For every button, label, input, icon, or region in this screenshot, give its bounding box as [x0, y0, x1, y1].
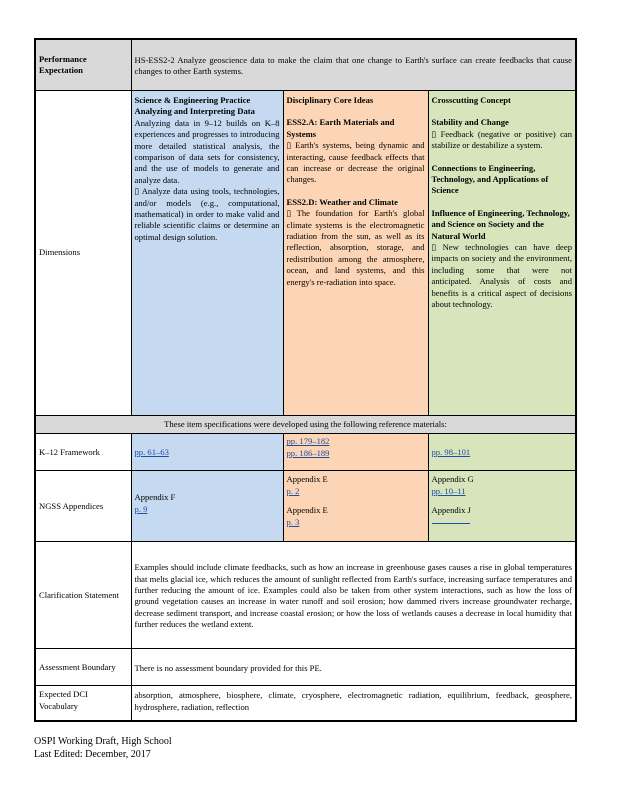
vocabulary-label: Expected DCI Vocabulary	[35, 686, 131, 722]
sep-heading: Science & Engineering Practice	[134, 95, 251, 105]
disciplinary-core-idea-cell	[283, 91, 428, 416]
ccc-bullet3: ▯ New technologies can have deep impacts on society and the environment, including some that were not anticipated. Analysis of costs and benefits is a critical aspect of decisions about technology.	[431, 242, 572, 310]
appendices-label: NGSS Appendices	[35, 471, 131, 542]
appendices-sep-page[interactable]: p. 9	[134, 503, 148, 514]
appendices-sep-name: Appendix F	[134, 492, 176, 503]
appendices-dci-page-2[interactable]: p. 3	[286, 516, 300, 527]
vocabulary-text: absorption, atmosphere, biosphere, climate, cryosphere, electromagnetic radiation, equilibrium, feedback, geosphere, hydrosphere, radiation, reflection	[131, 686, 576, 722]
science-engineering-practice-cell	[131, 91, 283, 416]
reference-materials-note: These item specifications were developed using the following reference materials:	[35, 416, 576, 434]
dci-heading: Disciplinary Core Ideas	[286, 95, 374, 105]
appendices-dci-name-2: Appendix E	[286, 505, 328, 516]
framework-label: K–12 Framework	[35, 434, 131, 471]
crosscutting-concept-cell	[428, 91, 576, 416]
assessment-text: There is no assessment boundary provided for this PE.	[131, 649, 576, 686]
page-footer	[34, 735, 172, 761]
ccc-sub3: Influence of Engineering, Technology, and Science on Society and the Natural World	[431, 207, 570, 241]
framework-sep-cell	[131, 434, 283, 471]
appendices-ccc-name-1: Appendix G	[431, 474, 474, 485]
appendices-ccc-cell	[428, 471, 576, 542]
sep-subheading: Analyzing and Interpreting Data	[134, 106, 255, 117]
item-specification-page	[34, 38, 575, 722]
performance-expectation-text: HS-ESS2-2 Analyze geoscience data to make the claim that one change to Earth's surface can create feedbacks that cause changes to other Earth systems.	[131, 39, 576, 91]
ccc-heading: Crosscutting Concept	[431, 95, 511, 105]
sep-bullet: ▯ Analyze data using tools, technologies, and/or models (e.g., computational, mathematical) in order to make valid and reliable scientific claims or determine an optimal design solution.	[134, 186, 280, 242]
appendices-dci-name-1: Appendix E	[286, 474, 328, 485]
framework-ccc-cell	[428, 434, 576, 471]
ccc-bullet1: ▯ Feedback (negative or positive) can stabilize or destabilize a system.	[431, 128, 572, 151]
footer-edited-line: Last Edited: December, 2017	[34, 749, 151, 760]
performance-expectation-label: Performance Expectation	[35, 39, 131, 91]
footer-draft-line: OSPI Working Draft, High School	[34, 736, 172, 747]
ccc-sub2: Connections to Engineering, Technology, and Applications of Science	[431, 162, 549, 196]
assessment-label: Assessment Boundary	[35, 649, 131, 686]
dci-idea2-title: ESS2.D: Weather and Climate	[286, 196, 398, 207]
clarification-label: Clarification Statement	[35, 542, 131, 649]
vocabulary-row	[35, 686, 576, 722]
appendices-sep-cell	[131, 471, 283, 542]
dci-idea1-title: ESS2.A: Earth Materials and Systems	[286, 117, 395, 139]
performance-expectation-row	[35, 39, 576, 91]
appendices-dci-cell	[283, 471, 428, 542]
appendices-row	[35, 471, 576, 542]
appendices-ccc-name-2: Appendix J	[431, 505, 471, 516]
dimensions-row	[35, 91, 576, 416]
sep-intro: Analyzing data in 9–12 builds on K–8 experiences and progresses to introducing more detailed statistical analysis, the comparison of data sets for consistency, and the use of models to generate and analyze data.	[134, 117, 280, 185]
dimensions-label: Dimensions	[35, 91, 131, 416]
dci-idea1-bullet: ▯ Earth's systems, being dynamic and interacting, cause feedback effects that can increase or decrease the original changes.	[286, 140, 425, 185]
ccc-sub1: Stability and Change	[431, 117, 509, 128]
framework-dci-cell	[283, 434, 428, 471]
appendices-ccc-page-1[interactable]: pp. 10–11	[431, 485, 466, 496]
framework-row	[35, 434, 576, 471]
assessment-row	[35, 649, 576, 686]
framework-sep-link[interactable]: pp. 61–63	[134, 446, 169, 457]
clarification-text: Examples should include climate feedbacks, such as how an increase in greenhouse gases causes a rise in global temperatures that melts glacial ice, which reduces the amount of sunlight reflected from Earth's surface, increasing surface temperatures and further reducing the amount of ice. Examples could also be taken from other system interactions, such as how the loss of ground vegetation causes an increase in water runoff and soil erosion; how dammed rivers increase groundwater recharge, decrease sediment transport, and increase coastal erosion; or how the loss of wetlands causes a decrease in local humidity that further reduces the wetland extent.	[131, 542, 576, 649]
appendices-ccc-link-underline	[432, 517, 470, 524]
reference-materials-row	[35, 416, 576, 434]
clarification-row	[35, 542, 576, 649]
framework-ccc-link[interactable]: pp. 98–101	[431, 446, 471, 457]
item-specification-table	[34, 38, 577, 722]
dci-idea2-bullet: ▯ The foundation for Earth's global climate systems is the electromagnetic radiation from the sun, as well as its reflection, absorption, storage, and redistribution among the atmosphere, ocean, and land systems, and this energy's re-radiation into space.	[286, 208, 425, 287]
appendices-dci-page-1[interactable]: p. 2	[286, 485, 300, 496]
framework-dci-link-1[interactable]: pp. 179–182	[286, 436, 330, 447]
framework-dci-link-2[interactable]: pp. 186–189	[286, 447, 330, 458]
